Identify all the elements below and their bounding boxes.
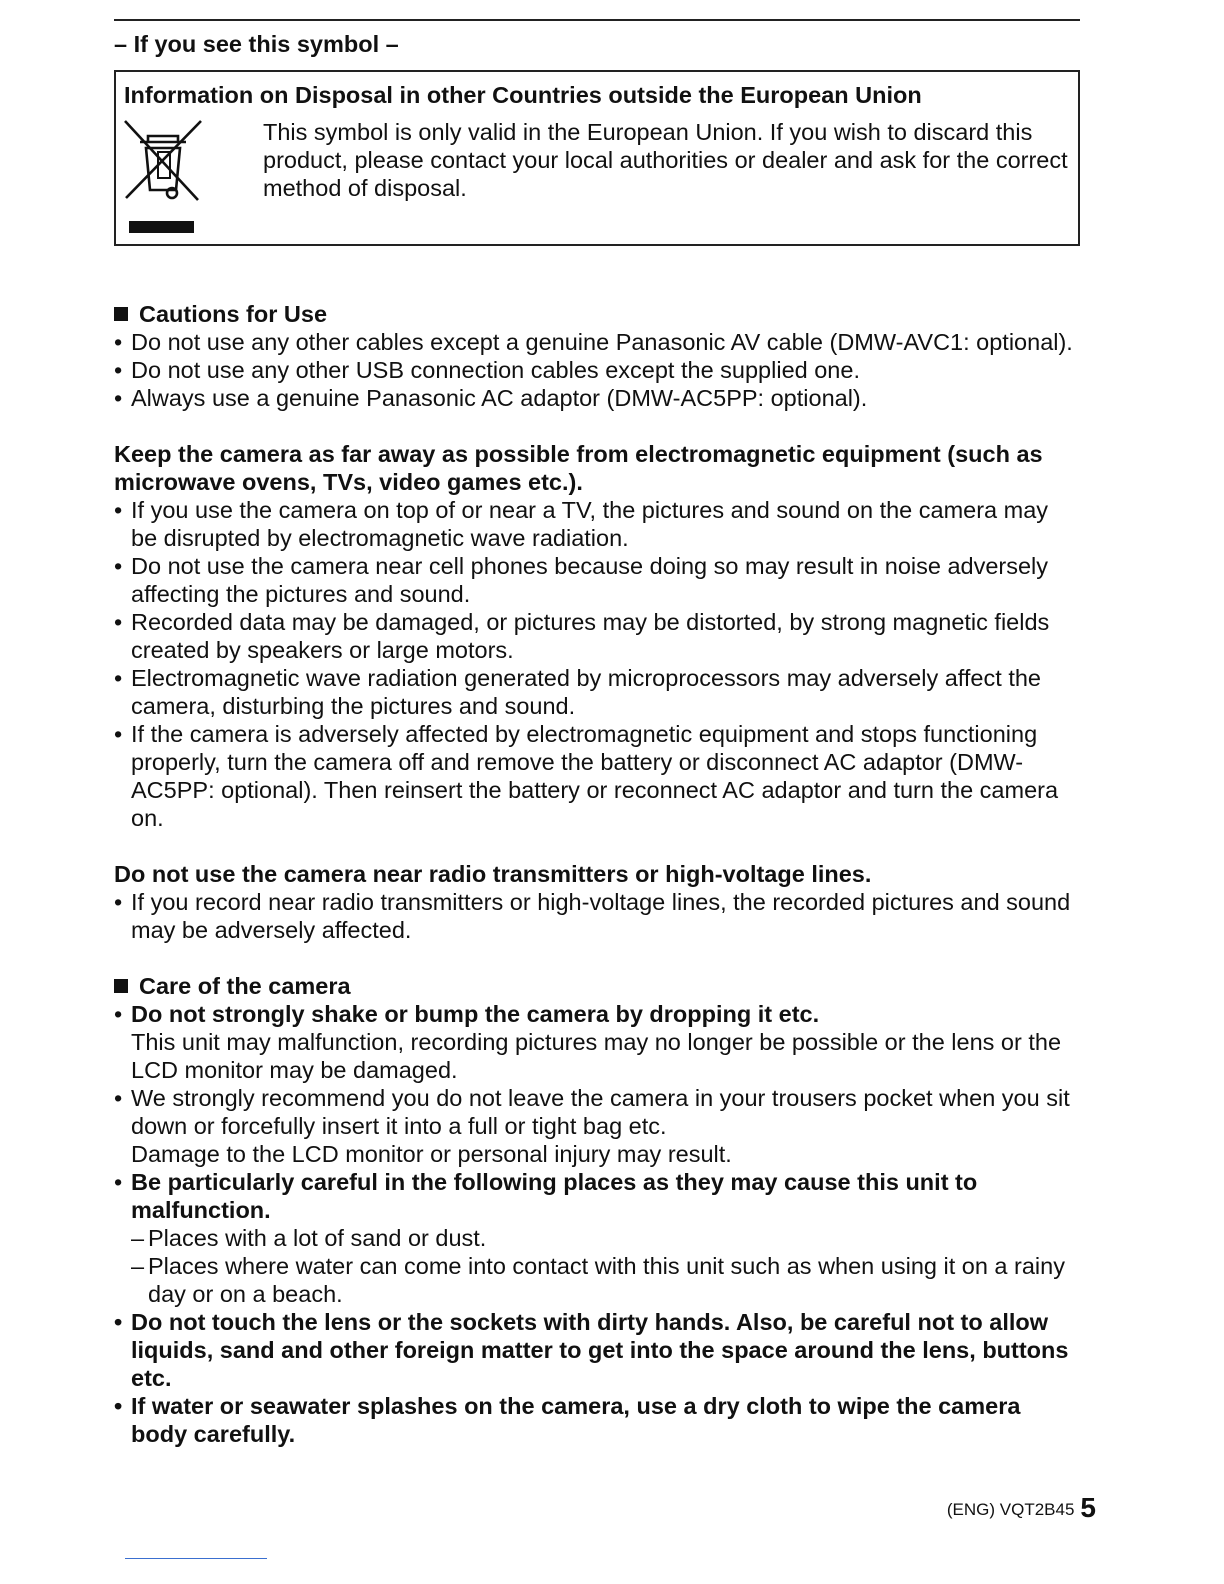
list-item: • Do not use any other cables except a genuine Panasonic AV cable (DMW-AVC1: optional). [114,328,1080,356]
list-item: • Do not use any other USB connection cables except the supplied one. [114,356,1080,384]
cautions-heading: Cautions for Use [114,300,1080,328]
list-item: • Do not use the camera near cell phones because doing so may result in noise adversely affecting the pictures and sound. [114,552,1080,608]
disposal-box-text: This symbol is only valid in the European Union. If you wish to discard this product, please contact your local authorities or dealer and ask for the correct method of disposal. [263,119,1068,201]
sub-list-item: – Places with a lot of sand or dust. [114,1224,1080,1252]
list-item: • If you record near radio transmitters or high-voltage lines, the recorded pictures and sound may be adversely affected. [114,888,1080,944]
page-number: 5 [1080,1492,1096,1523]
electromagnetic-heading: Keep the camera as far away as possible from electromagnetic equipment (such as microwave ovens, TVs, video games etc.). [114,441,1043,495]
list-item: • Do not touch the lens or the sockets with dirty hands. Also, be careful not to allow liquids, sand and other foreign matter to get into the space around the lens, buttons etc. [114,1308,1080,1392]
radio-heading: Do not use the camera near radio transmitters or high-voltage lines. [114,861,872,887]
list-item: • Be particularly careful in the following places as they may cause this unit to malfunction. – Places with a lot of sand or dust. – Places where water can come into contact with this unit such as when using it on a rainy day or on a beach. [114,1168,1080,1308]
list-item: • Electromagnetic wave radiation generated by microprocessors may adversely affect the camera, disturbing the pictures and sound. [114,664,1080,720]
list-item: • Always use a genuine Panasonic AC adaptor (DMW-AC5PP: optional). [114,384,1080,412]
list-item: • We strongly recommend you do not leave the camera in your trousers pocket when you sit down or forcefully insert it into a full or tight bag etc. Damage to the LCD monitor or personal injury may result. [114,1084,1080,1168]
bottom-rule [125,1558,267,1559]
square-bullet-icon [114,979,128,993]
disposal-box-title: Information on Disposal in other Countries outside the European Union [124,82,922,108]
list-item: • Do not strongly shake or bump the camera by dropping it etc. This unit may malfunction, recording pictures may no longer be possible or the lens or the LCD monitor may be damaged. [114,1000,1080,1084]
disposal-info-box [114,70,1080,246]
top-rule [114,19,1080,21]
care-list [114,1000,1080,1448]
list-item: • If water or seawater splashes on the camera, use a dry cloth to wipe the camera body carefully. [114,1392,1080,1448]
care-heading: Care of the camera [114,972,1080,1000]
square-bullet-icon [114,307,128,321]
list-item: • If you use the camera on top of or near a TV, the pictures and sound on the camera may be disrupted by electromagnetic wave radiation. [114,496,1080,552]
crossed-out-wheelie-bin-icon [122,118,204,208]
list-item: • Recorded data may be damaged, or pictures may be distorted, by strong magnetic fields created by speakers or large motors. [114,608,1080,664]
page-footer [928,1492,1096,1524]
main-content [114,300,1080,1448]
cautions-list [114,328,1080,412]
disposal-bar [129,221,194,233]
symbol-notice: – If you see this symbol – [114,31,399,57]
electromagnetic-list [114,496,1080,832]
document-code: (ENG) VQT2B45 [946,1500,1075,1519]
sub-list-item: – Places where water can come into contact with this unit such as when using it on a rainy day or on a beach. [114,1252,1080,1308]
radio-list [114,888,1080,944]
list-item: • If the camera is adversely affected by electromagnetic equipment and stops functioning properly, turn the camera off and remove the battery or disconnect AC adaptor (DMW-AC5PP: optional). Then reinsert the battery or reconnect AC adaptor and turn the camera on. [114,720,1080,832]
